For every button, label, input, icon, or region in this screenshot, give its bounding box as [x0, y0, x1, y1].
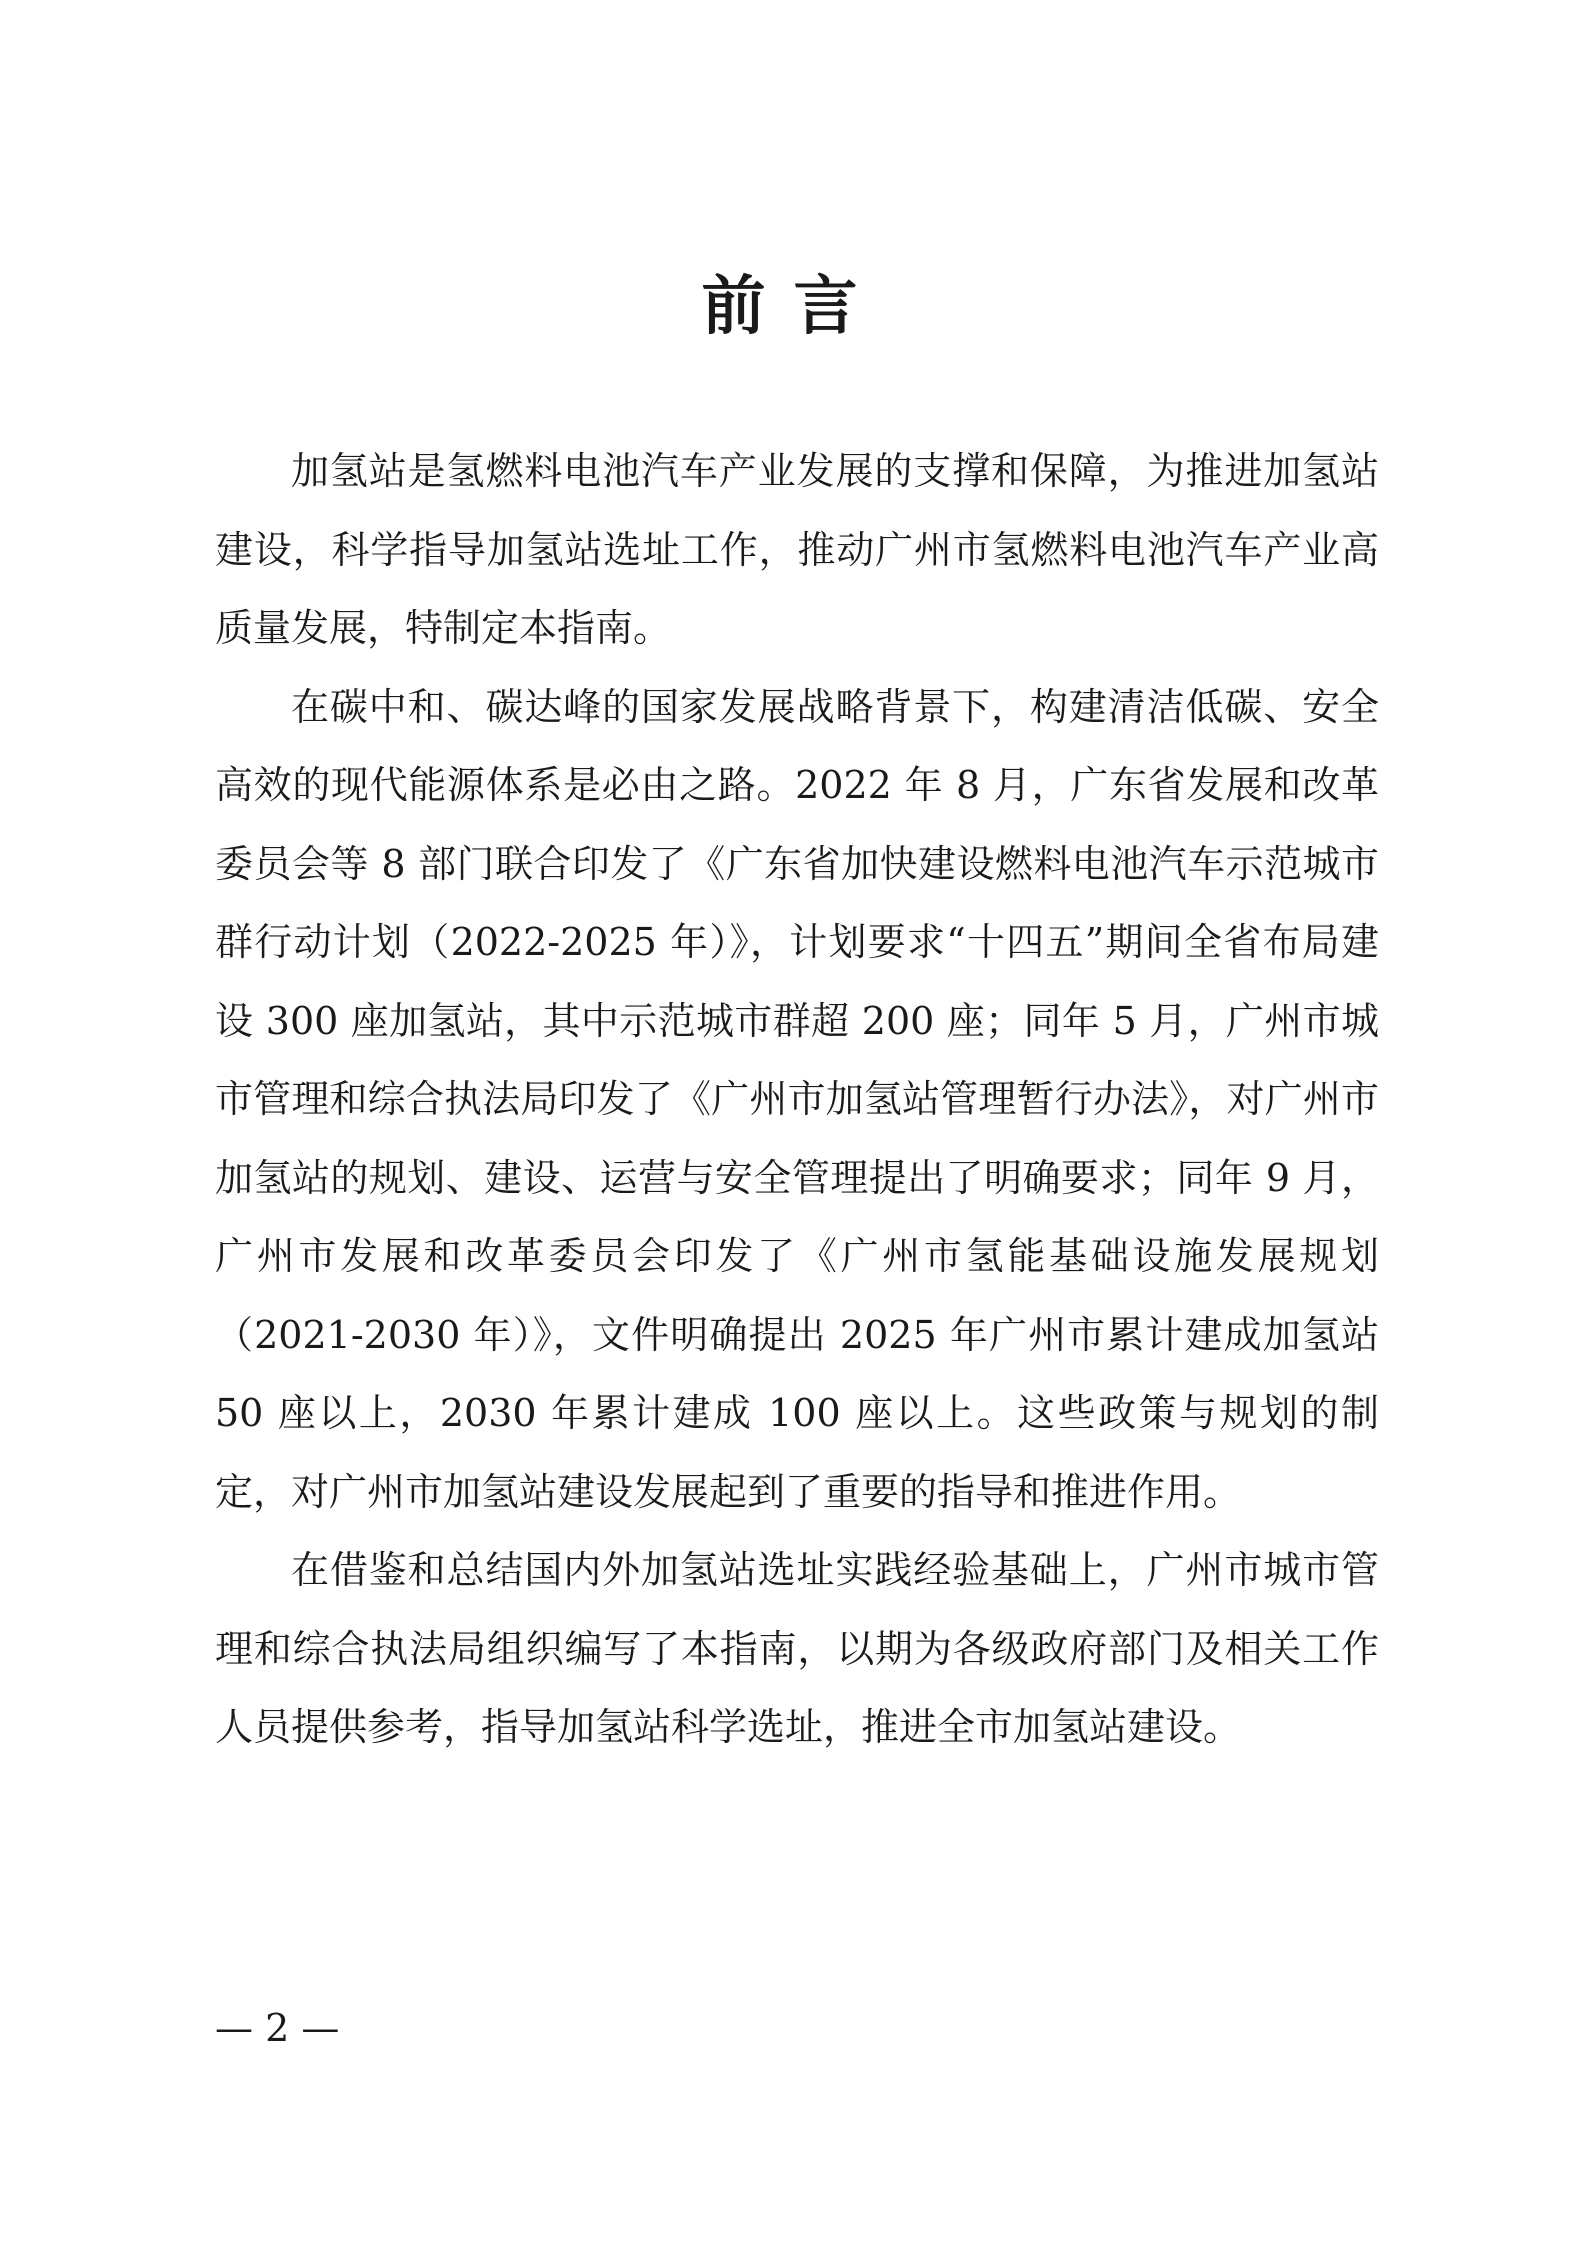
body-text — [215, 432, 1379, 1767]
paragraph-policy-background: 在碳中和、碳达峰的国家发展战略背景下，构建清洁低碳、安全高效的现代能源体系是必由之路。2022 年 8 月，广东省发展和改革委员会等 8 部门联合印发了《广东省加快建设燃料电池汽车示范城市群行动计划（2022-2025 年）》，计划要求“十四五”期间全省布局建设 300 座加氢站，其中示范城市群超 200 座；同年 5 月，广州市城市管理和综合执法局印发了《广州市加氢站管理暂行办法》，对广州市加氢站的规划、建设、运营与安全管理提出了明确要求；同年 9 月，广州市发展和改革委员会印发了《广州市氢能基础设施发展规划（2021-2030 年）》，文件明确提出 2025 年广州市累计建成加氢站 50 座以上，2030 年累计建成 100 座以上。这些政策与规划的制定，对广州市加氢站建设发展起到了重要的指导和推进作用。 — [215, 684, 1379, 1514]
page-title: 前言 — [701, 270, 886, 344]
paragraph-purpose: 在借鉴和总结国内外加氢站选址实践经验基础上，广州市城市管理和综合执法局组织编写了本指南，以期为各级政府部门及相关工作人员提供参考，指导加氢站科学选址，推进全市加氢站建设。 — [215, 1548, 1379, 1749]
page-number: — 2 — — [215, 2006, 340, 2050]
paragraph-intro: 加氢站是氢燃料电池汽车产业发展的支撑和保障，为推进加氢站建设，科学指导加氢站选址工作，推动广州市氢燃料电池汽车产业高质量发展，特制定本指南。 — [215, 449, 1379, 650]
